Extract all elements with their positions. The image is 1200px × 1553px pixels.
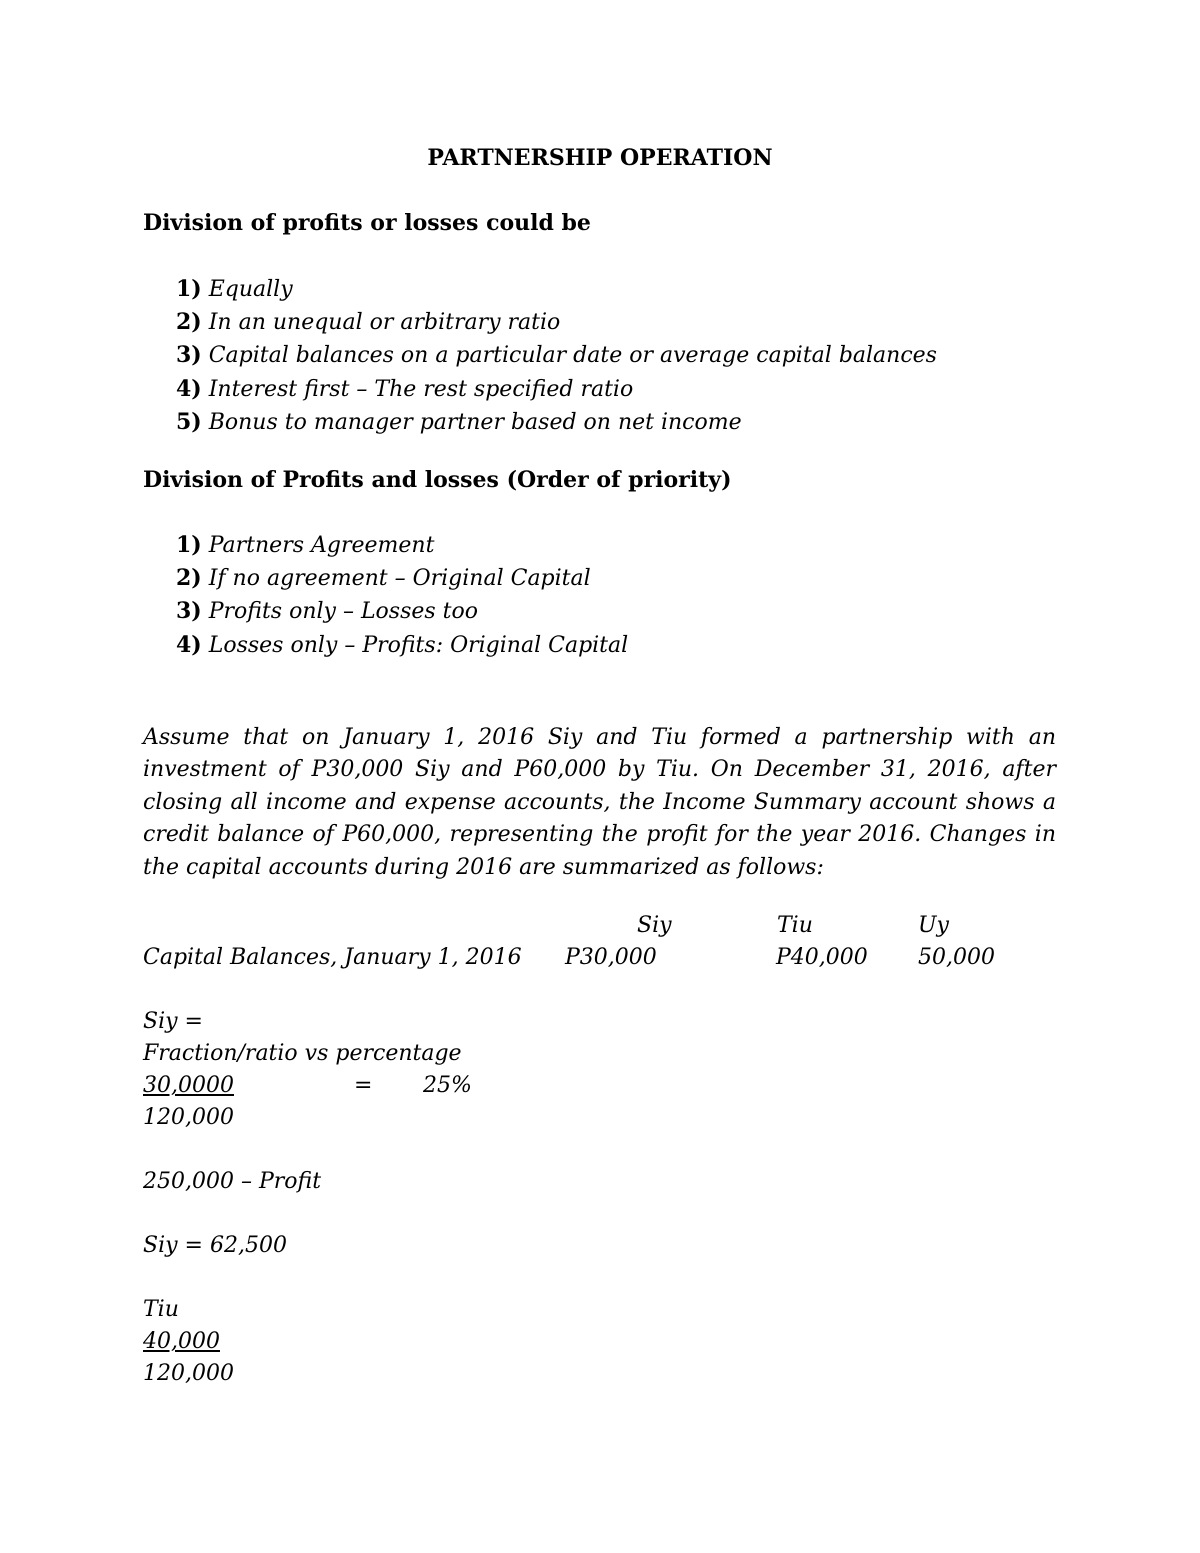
- section-heading-division-options: Division of profits or losses could be: [143, 210, 591, 236]
- table-cell-siy: P30,000: [565, 945, 657, 970]
- list-item: [176, 529, 628, 562]
- table-cell-uy: 50,000: [918, 945, 995, 970]
- list-item-text: In an unequal or arbitrary ratio: [208, 310, 561, 336]
- list-item: [176, 273, 937, 306]
- calc-fraction-label: Fraction/ratio vs percentage: [143, 1041, 462, 1066]
- list-item-number: 3): [176, 598, 202, 625]
- scenario-paragraph: Assume that on January 1, 2016 Siy and Tiu formed a partnership with an investment of P30,000 Siy and P60,000 by Tiu. On December 31, 2016, after closing all income and expense accounts, the Income Summary account shows a credit balance of P60,000, representing the profit for the year 2016. Changes in the capital accounts during 2016 are summarized as follows:: [143, 725, 1056, 880]
- section-heading-order-of-priority: Division of Profits and losses (Order of priority): [143, 467, 732, 493]
- table-header-uy: Uy: [918, 913, 949, 938]
- list-item: [176, 562, 628, 595]
- list-item-text: Equally: [208, 277, 293, 302]
- calc-siy-result: Siy = 62,500: [143, 1233, 287, 1258]
- table-header-siy: Siy: [637, 913, 672, 938]
- table-header-tiu: Tiu: [777, 913, 813, 938]
- list-item: [176, 339, 937, 372]
- calc-tiu-denominator: 120,000: [143, 1361, 234, 1386]
- list-item: [176, 629, 628, 662]
- list-item-text: If no agreement – Original Capital: [208, 566, 591, 592]
- list-item: [176, 595, 628, 628]
- list-item-number: 1): [176, 276, 202, 302]
- list-item-number: 4): [176, 631, 202, 658]
- list-item-number: 4): [176, 375, 202, 402]
- list-item-text: Bonus to manager partner based on net income: [208, 409, 742, 435]
- page-title: PARTNERSHIP OPERATION: [427, 145, 773, 171]
- list-item-number: 5): [176, 408, 202, 435]
- table-cell-tiu: P40,000: [776, 945, 868, 970]
- list-item-text: Profits only – Losses too: [208, 599, 479, 625]
- table-row-label: Capital Balances, January 1, 2016: [143, 945, 522, 970]
- list-item-number: 2): [176, 565, 202, 592]
- list-item-text: Partners Agreement: [208, 533, 435, 558]
- list-item: [176, 406, 937, 439]
- calc-siy-denominator: 120,000: [143, 1105, 234, 1130]
- list-item-number: 3): [176, 342, 202, 369]
- calc-percent: 25%: [423, 1073, 472, 1098]
- priority-list: [176, 529, 628, 662]
- calc-tiu-numerator: 40,000: [143, 1329, 220, 1354]
- list-item: [176, 306, 937, 339]
- division-options-list: [176, 273, 937, 439]
- list-item-number: 2): [176, 309, 202, 336]
- calc-tiu-label: Tiu: [143, 1297, 179, 1322]
- list-item: [176, 373, 937, 406]
- list-item-text: Capital balances on a particular date or average capital balances: [208, 343, 937, 369]
- list-item-text: Interest first – The rest specified ratio: [208, 376, 634, 402]
- calc-siy-equals: Siy =: [143, 1009, 203, 1034]
- list-item-number: 1): [176, 532, 202, 558]
- list-item-text: Losses only – Profits: Original Capital: [208, 632, 629, 658]
- calc-profit: 250,000 – Profit: [143, 1169, 322, 1194]
- calc-equals-sign: =: [354, 1073, 373, 1098]
- calc-siy-numerator: 30,0000: [143, 1073, 234, 1098]
